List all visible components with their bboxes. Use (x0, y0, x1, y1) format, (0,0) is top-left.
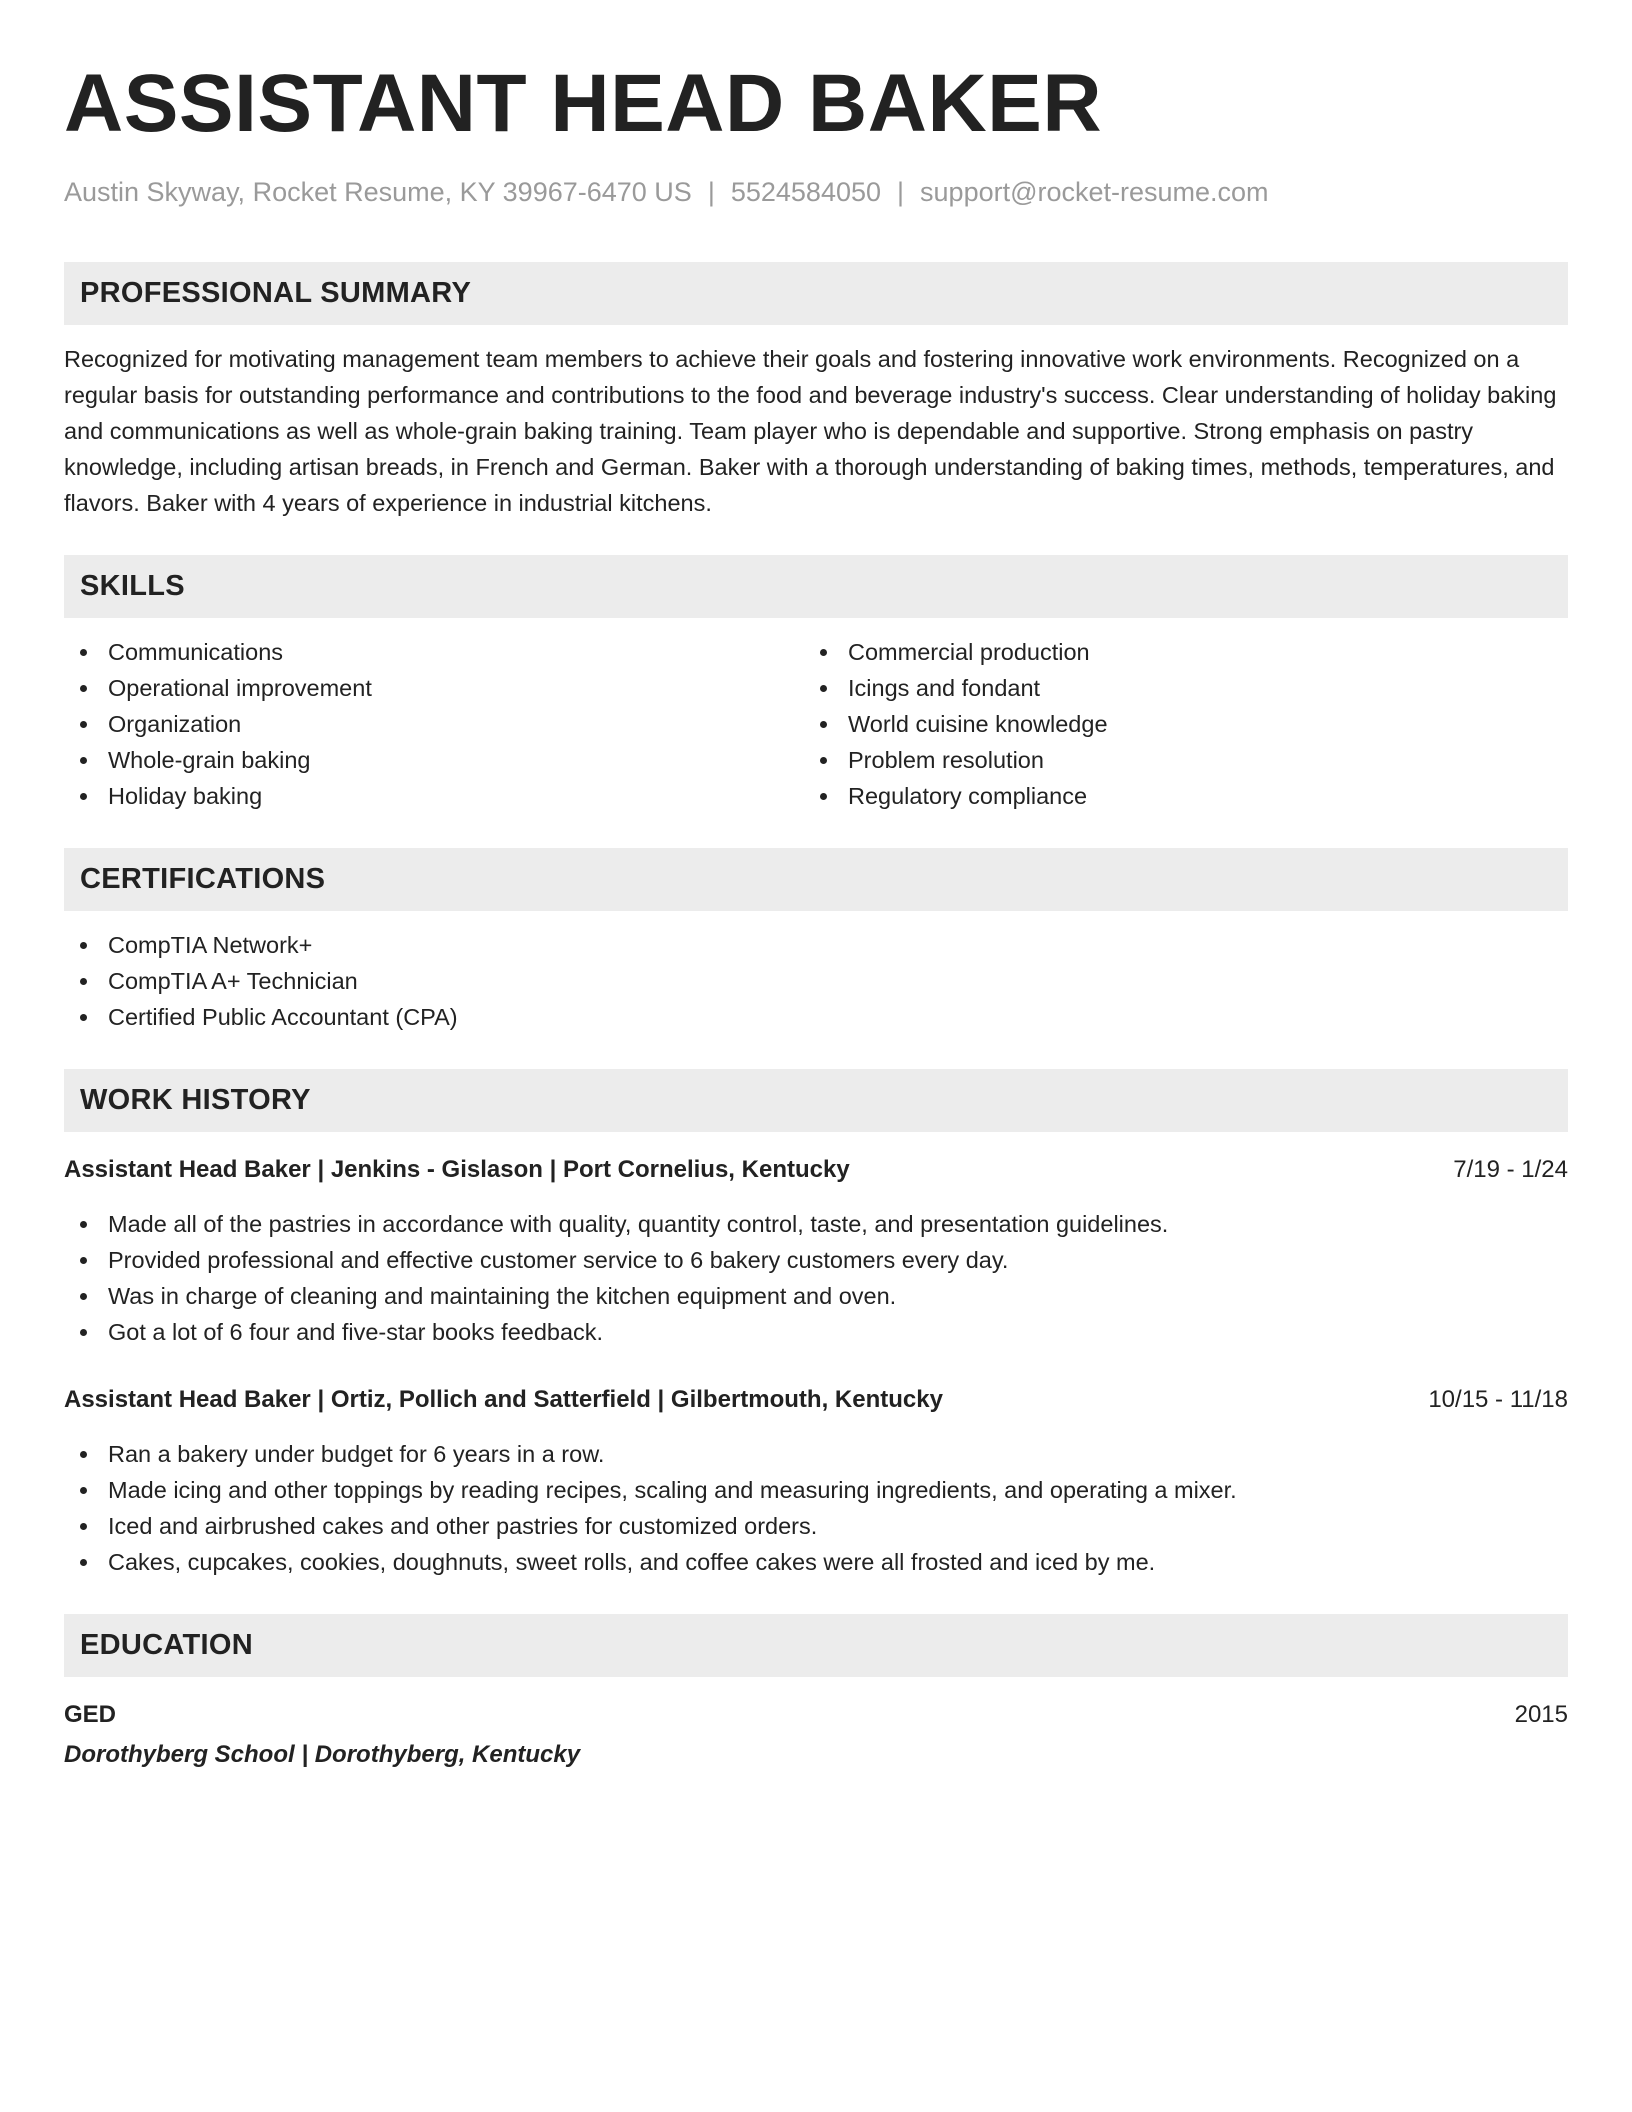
contact-email: support@rocket-resume.com (920, 177, 1269, 207)
summary-text: Recognized for motivating management team members to achieve their goals and fostering innovative work environments. Recognized on a regular basis for outstanding performance and contributions to the food and beverage industry's success. Clear understanding of holiday baking and communications as well as whole-grain baking training. Team player who is dependable and supportive. Strong emphasis on pastry knowledge, including artisan breads, in French and German. Baker with a thorough understanding of baking times, methods, temperatures, and flavors. Baker with 4 years of experience in industrial kitchens. (64, 346, 1557, 516)
education-school: Dorothyberg School | Dorothyberg, Kentucky (64, 1741, 581, 1768)
section-header-work-history: WORK HISTORY (64, 1069, 1568, 1132)
job-bullet: Got a lot of 6 four and five-star books feedback. (64, 1314, 1568, 1350)
contact-separator: | (897, 177, 905, 207)
skill-item: Commercial production (804, 634, 1544, 670)
section-header-education: EDUCATION (64, 1614, 1568, 1677)
skill-item: World cuisine knowledge (804, 706, 1544, 742)
job-title: Assistant Head Baker | Jenkins - Gislason | Port Cornelius, Kentucky (64, 1156, 850, 1183)
job-bullet: Was in charge of cleaning and maintaining the kitchen equipment and oven. (64, 1278, 1568, 1314)
job-heading-row (64, 1382, 1568, 1418)
job-bullet: Iced and airbrushed cakes and other pastries for customized orders. (64, 1508, 1568, 1544)
job-bullet: Made all of the pastries in accordance with quality, quantity control, taste, and presentation guidelines. (64, 1206, 1568, 1242)
certification-item: CompTIA Network+ (64, 927, 1568, 963)
education-year: 2015 (1514, 1701, 1568, 1728)
job-bullet: Ran a bakery under budget for 6 years in a row. (64, 1436, 1568, 1472)
job-title: Assistant Head Baker | Ortiz, Pollich and Satterfield | Gilbertmouth, Kentucky (64, 1386, 943, 1413)
education-degree: GED (64, 1701, 117, 1728)
certifications-list (64, 927, 1568, 1035)
contact-address: Austin Skyway, Rocket Resume, KY 39967-6470 US (64, 177, 692, 207)
skill-item: Regulatory compliance (804, 778, 1544, 814)
job-heading-row (64, 1152, 1568, 1188)
skill-item: Organization (64, 706, 804, 742)
skill-item: Icings and fondant (804, 670, 1544, 706)
job-bullet: Provided professional and effective customer service to 6 bakery customers every day. (64, 1242, 1568, 1278)
section-header-summary: PROFESSIONAL SUMMARY (64, 262, 1568, 325)
job-dates: 7/19 - 1/24 (1453, 1156, 1568, 1183)
job-bullet: Cakes, cupcakes, cookies, doughnuts, sweet rolls, and coffee cakes were all frosted and iced by me. (64, 1544, 1568, 1580)
skills-grid (64, 634, 1568, 814)
education-row (64, 1697, 1568, 1733)
candidate-name: ASSISTANT HEAD BAKER (64, 58, 1103, 149)
section-header-skills: SKILLS (64, 555, 1568, 618)
skill-item: Holiday baking (64, 778, 804, 814)
section-header-certifications: CERTIFICATIONS (64, 848, 1568, 911)
certification-item: CompTIA A+ Technician (64, 963, 1568, 999)
job-bullets (64, 1436, 1568, 1580)
skill-item: Whole-grain baking (64, 742, 804, 778)
skill-item: Problem resolution (804, 742, 1544, 778)
skill-item: Operational improvement (64, 670, 804, 706)
certification-item: Certified Public Accountant (CPA) (64, 999, 1568, 1035)
job-dates: 10/15 - 11/18 (1428, 1386, 1568, 1413)
contact-separator: | (707, 177, 715, 207)
skill-item: Communications (64, 634, 804, 670)
contact-line (64, 174, 1568, 210)
skills-list-right (804, 634, 1544, 814)
contact-phone: 5524584050 (730, 177, 882, 207)
job-bullets (64, 1206, 1568, 1350)
skills-list-left (64, 634, 804, 814)
job-bullet: Made icing and other toppings by reading recipes, scaling and measuring ingredients, and operating a mixer. (64, 1472, 1568, 1508)
